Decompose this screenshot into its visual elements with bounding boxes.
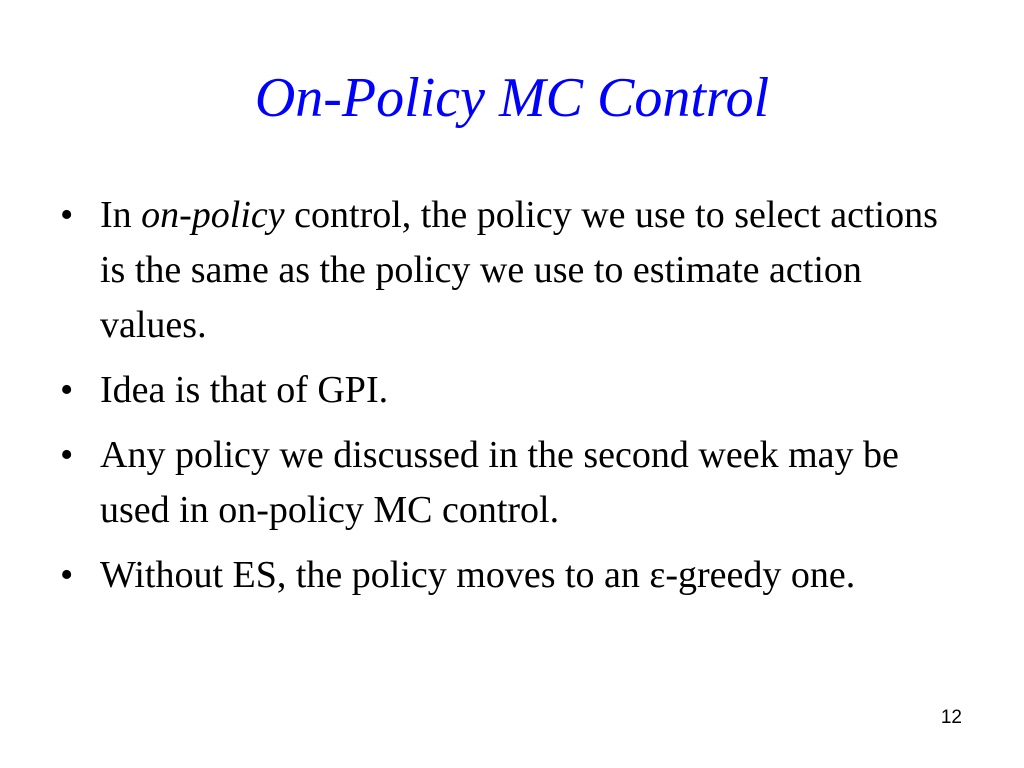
bullet-text-post: control, the policy we use to select actions is the same as the policy we use to estimate action values. [100,194,938,346]
bullet-text-emphasis: on-policy [141,194,285,236]
bullet-item [58,548,958,603]
bullet-marker: • [60,434,74,476]
bullet-list [58,188,958,613]
bullet-item [58,428,958,538]
bullet-item [58,188,958,353]
epsilon-symbol: ε [649,554,666,596]
page-number: 12 [940,707,962,728]
bullet-text: Idea is that of GPI. [100,369,389,411]
bullet-text-pre: In [100,194,142,236]
bullet-item [58,363,958,418]
bullet-marker: • [60,554,74,596]
bullet-marker: • [60,369,74,411]
bullet-text: Any policy we discussed in the second week may be used in on-policy MC control. [100,434,899,531]
slide-title: On-Policy MC Control [254,67,770,129]
bullet-marker: • [60,194,74,236]
bullet-text-post: -greedy one. [665,554,856,596]
bullet-text-pre: Without ES, the policy moves to an [100,554,650,596]
